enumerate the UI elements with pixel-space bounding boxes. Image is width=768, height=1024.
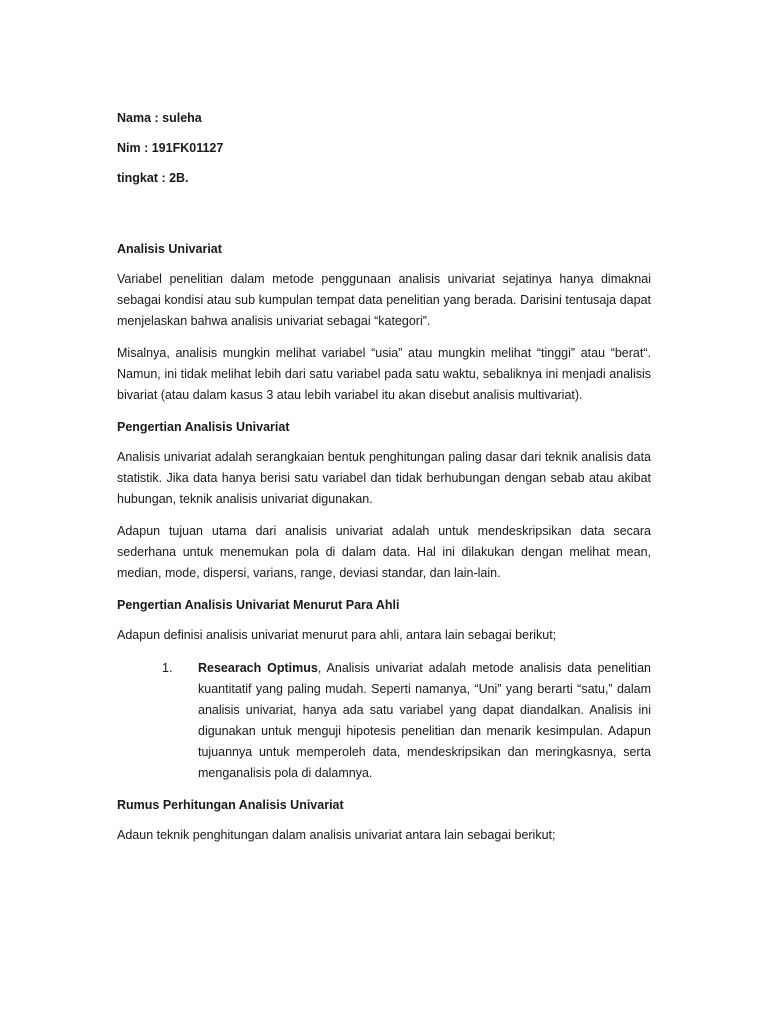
paragraph: Misalnya, analisis mungkin melihat variabel “usia” atau mungkin melihat “tinggi” atau “berat“. Namun, ini tidak melihat lebih dari satu variabel pada satu waktu, sebaliknya ini menjadi analisis bivariat (atau dalam kasus 3 atau lebih variabel itu akan disebut analisis multivariat).	[117, 346, 651, 402]
student-nim: Nim : 191FK01127	[117, 141, 224, 155]
section-title-para-ahli: Pengertian Analisis Univariat Menurut Para Ahli	[117, 598, 400, 612]
document-page	[117, 108, 651, 846]
section-title-rumus: Rumus Perhitungan Analisis Univariat	[117, 798, 344, 812]
paragraph: Analisis univariat adalah serangkaian bentuk penghitungan paling dasar dari teknik analisis data statistik. Jika data hanya berisi satu variabel dan tidak berhubungan dengan sebab atau akibat hubungan, teknik analisis univariat digunakan.	[117, 450, 651, 506]
paragraph: Variabel penelitian dalam metode penggunaan analisis univariat sejatinya hanya dimaknai sebagai kondisi atau sub kumpulan tempat data penelitian yang berada. Darisini tentusaja dapat menjelaskan bahwa analisis univariat sebagai “kategori”.	[117, 272, 651, 328]
section-title-analisis-univariat: Analisis Univariat	[117, 242, 222, 256]
list-text	[162, 658, 651, 784]
section-title-pengertian: Pengertian Analisis Univariat	[117, 420, 290, 434]
paragraph: Adaun teknik penghitungan dalam analisis univariat antara lain sebagai berikut;	[117, 828, 556, 842]
list-item	[117, 658, 651, 784]
student-name: Nama : suleha	[117, 111, 202, 125]
paragraph: Adapun tujuan utama dari analisis univariat adalah untuk mendeskripsikan data secara sederhana untuk menemukan pola di dalam data. Hal ini dilakukan dengan melihat mean, median, mode, dispersi, varians, range, deviasi standar, dan lain-lain.	[117, 524, 651, 580]
paragraph: Adapun definisi analisis univariat menurut para ahli, antara lain sebagai berikut;	[117, 628, 557, 642]
list-number: 1.	[162, 661, 173, 675]
list-term: Researach Optimus	[198, 661, 318, 675]
list-description: , Analisis univariat adalah metode analisis data penelitian kuantitatif yang paling mudah. Seperti namanya, “Uni” yang berarti “satu,” dalam analisis univariat, hanya ada satu variabel yang dapat diandalkan. Analisis ini digunakan untuk menguji hipotesis penelitian dan menarik kesimpulan. Adapun tujuannya untuk memperoleh data, mendeskripsikan dan meringkasnya, serta menganalisis pola di dalamnya.	[198, 661, 651, 780]
student-level: tingkat : 2B.	[117, 171, 189, 185]
